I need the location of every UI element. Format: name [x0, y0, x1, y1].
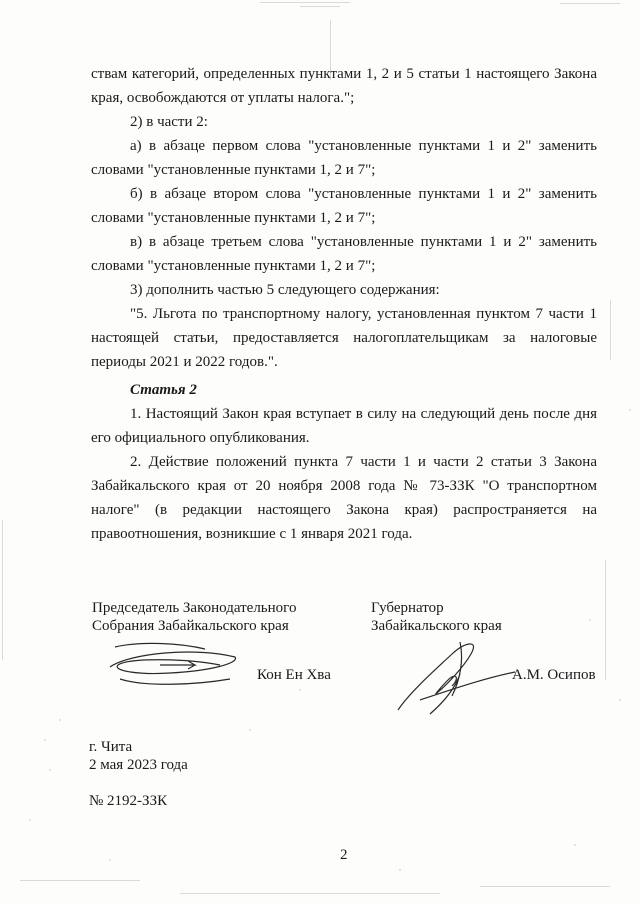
- place: г. Чита: [89, 739, 133, 755]
- paragraph-continuation: ствам категорий, определенных пунктами 1, 2 и 5 статьи 1 настоящего Закона края, освобождаются от уплаты налога.";: [91, 66, 597, 106]
- law-number: № 2192-ЗЗК: [89, 793, 168, 809]
- right-signatory-title-2: Забайкальского края: [371, 618, 502, 634]
- left-signatory-name: Кон Ен Хва: [257, 667, 331, 683]
- right-signatory-title-1: Губернатор: [371, 600, 444, 616]
- paragraph-b: б) в абзаце втором слова "установленные пунктами 1 и 2" заменить словами "установленные пунктами 1, 2 и 7";: [91, 186, 597, 226]
- article-heading: Статья 2: [130, 382, 197, 398]
- left-signatory-title-2: Собрания Забайкальского края: [92, 618, 289, 634]
- paragraph-part2: 2) в части 2:: [130, 114, 208, 130]
- article2-point1: 1. Настоящий Закон края вступает в силу на следующий день после дня его официального опубликования.: [91, 406, 597, 446]
- paragraph-c: в) в абзаце третьем слова "установленные пунктами 1 и 2" заменить словами "установленные пунктами 1, 2 и 7";: [91, 234, 597, 274]
- article2-point2: 2. Действие положений пункта 7 части 1 и части 2 статьи 3 Закона Забайкальского края от 20 ноября 2008 года № 73-ЗЗК "О транспортном налоге" (в редакции настоящего Закона края) распространяется на правоотношения, возникшие с 1 января 2021 года.: [91, 454, 597, 542]
- left-signatory-title-1: Председатель Законодательного: [92, 600, 297, 616]
- paragraph-a: а) в абзаце первом слова "установленные пунктами 1 и 2" заменить словами "установленные пунктами 1, 2 и 7";: [91, 138, 597, 178]
- date: 2 мая 2023 года: [89, 757, 188, 773]
- paragraph-5-benefit: "5. Льгота по транспортному налогу, установленная пунктом 7 части 1 настоящей статьи, предоставляется налогоплательщикам за налоговые периоды 2021 и 2022 годов.".: [91, 306, 597, 370]
- right-signature: [390, 630, 520, 720]
- page-number: 2: [340, 847, 348, 863]
- right-signatory-name: А.М. Осипов: [512, 667, 596, 683]
- paragraph-3: 3) дополнить частью 5 следующего содержания:: [130, 282, 440, 298]
- left-signature: [100, 635, 250, 695]
